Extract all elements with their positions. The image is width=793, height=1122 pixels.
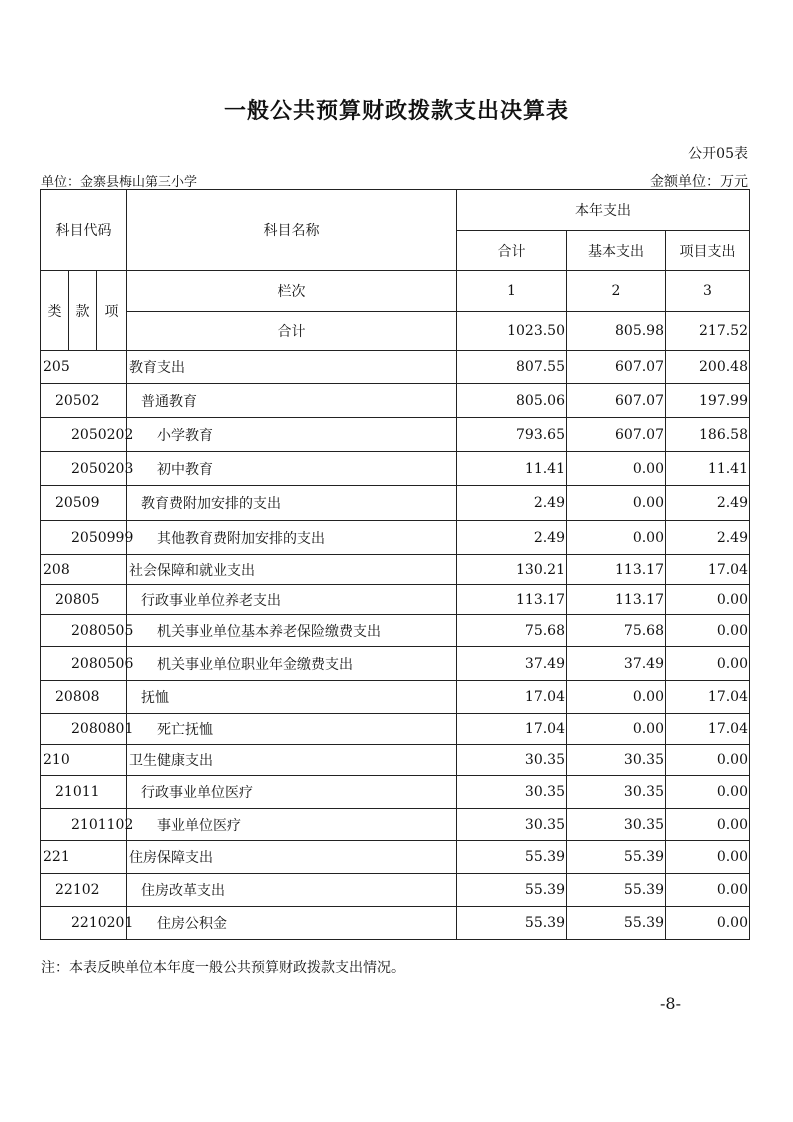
row-project: 0.00 [666, 745, 750, 776]
table-row [41, 809, 750, 841]
row-code: 20808 [41, 681, 127, 714]
row-basic: 30.35 [567, 745, 666, 776]
table-row [41, 555, 750, 585]
row-code: 21011 [41, 776, 127, 809]
table-row [41, 714, 750, 745]
header-basic: 基本支出 [567, 231, 666, 271]
row-project: 0.00 [666, 647, 750, 681]
row-name: 初中教育 [127, 452, 457, 486]
header-code: 科目代码 [41, 190, 127, 271]
row-project: 0.00 [666, 874, 750, 907]
header-col1: 1 [457, 271, 567, 312]
row-code: 20805 [41, 585, 127, 615]
row-project: 2.49 [666, 521, 750, 555]
table-note: 注：本表反映单位本年度一般公共预算财政拨款支出情况。 [41, 960, 405, 976]
row-project: 186.58 [666, 418, 750, 452]
row-basic: 55.39 [567, 841, 666, 874]
row-basic: 55.39 [567, 907, 666, 940]
row-basic: 30.35 [567, 776, 666, 809]
row-code: 2210201 [41, 907, 127, 940]
row-total: 11.41 [457, 452, 567, 486]
row-total: 55.39 [457, 841, 567, 874]
header-lanci: 栏次 [127, 271, 457, 312]
row-name: 行政事业单位养老支出 [127, 585, 457, 615]
row-name: 机关事业单位基本养老保险缴费支出 [127, 615, 457, 647]
row-code: 20509 [41, 486, 127, 521]
row-name: 行政事业单位医疗 [127, 776, 457, 809]
sum-basic: 805.98 [567, 312, 666, 351]
header-lei: 类 [41, 271, 69, 351]
row-basic: 0.00 [567, 681, 666, 714]
row-total: 75.68 [457, 615, 567, 647]
row-project: 0.00 [666, 585, 750, 615]
row-basic: 607.07 [567, 384, 666, 418]
row-project: 0.00 [666, 809, 750, 841]
row-name: 教育支出 [127, 351, 457, 384]
form-number: 公开05表 [688, 146, 748, 162]
row-project: 0.00 [666, 615, 750, 647]
header-kuan: 款 [69, 271, 97, 351]
sum-project: 217.52 [666, 312, 750, 351]
page-number: -8- [660, 994, 681, 1013]
row-total: 113.17 [457, 585, 567, 615]
table-row [41, 521, 750, 555]
row-basic: 75.68 [567, 615, 666, 647]
row-basic: 37.49 [567, 647, 666, 681]
row-total: 2.49 [457, 521, 567, 555]
row-total: 55.39 [457, 907, 567, 940]
row-basic: 55.39 [567, 874, 666, 907]
row-basic: 113.17 [567, 555, 666, 585]
table-row [41, 841, 750, 874]
row-code: 205 [41, 351, 127, 384]
row-project: 200.48 [666, 351, 750, 384]
table-row [41, 647, 750, 681]
row-project: 11.41 [666, 452, 750, 486]
header-col2: 2 [567, 271, 666, 312]
row-code: 2050203 [41, 452, 127, 486]
row-code: 208 [41, 555, 127, 585]
row-code: 22102 [41, 874, 127, 907]
table-row [41, 585, 750, 615]
row-total: 37.49 [457, 647, 567, 681]
table-row [41, 874, 750, 907]
row-name: 其他教育费附加安排的支出 [127, 521, 457, 555]
row-code: 2101102 [41, 809, 127, 841]
row-basic: 607.07 [567, 418, 666, 452]
table-row [41, 745, 750, 776]
row-project: 197.99 [666, 384, 750, 418]
row-project: 2.49 [666, 486, 750, 521]
table-row [41, 452, 750, 486]
row-name: 事业单位医疗 [127, 809, 457, 841]
expenditure-table [40, 189, 750, 940]
row-total: 30.35 [457, 809, 567, 841]
row-code: 2050999 [41, 521, 127, 555]
row-name: 教育费附加安排的支出 [127, 486, 457, 521]
header-col3: 3 [666, 271, 750, 312]
row-basic: 113.17 [567, 585, 666, 615]
table-row [41, 776, 750, 809]
money-unit: 金额单位：万元 [650, 174, 748, 190]
row-basic: 0.00 [567, 452, 666, 486]
table-row [41, 681, 750, 714]
header-total: 合计 [457, 231, 567, 271]
row-code: 20502 [41, 384, 127, 418]
table-row [41, 418, 750, 452]
row-name: 卫生健康支出 [127, 745, 457, 776]
row-name: 死亡抚恤 [127, 714, 457, 745]
row-project: 0.00 [666, 776, 750, 809]
sum-label: 合计 [127, 312, 457, 351]
row-name: 住房保障支出 [127, 841, 457, 874]
row-total: 793.65 [457, 418, 567, 452]
row-code: 2080801 [41, 714, 127, 745]
row-code: 2080506 [41, 647, 127, 681]
row-total: 17.04 [457, 681, 567, 714]
header-current-year: 本年支出 [457, 190, 750, 231]
row-total: 30.35 [457, 745, 567, 776]
row-code: 221 [41, 841, 127, 874]
row-total: 2.49 [457, 486, 567, 521]
row-code: 2050202 [41, 418, 127, 452]
row-total: 807.55 [457, 351, 567, 384]
row-name: 小学教育 [127, 418, 457, 452]
row-code: 2080505 [41, 615, 127, 647]
row-total: 55.39 [457, 874, 567, 907]
row-name: 住房改革支出 [127, 874, 457, 907]
row-project: 17.04 [666, 555, 750, 585]
header-project: 项目支出 [666, 231, 750, 271]
table-row [41, 384, 750, 418]
row-code: 210 [41, 745, 127, 776]
row-name: 抚恤 [127, 681, 457, 714]
header-name: 科目名称 [127, 190, 457, 271]
row-project: 17.04 [666, 714, 750, 745]
row-name: 普通教育 [127, 384, 457, 418]
header-xiang: 项 [97, 271, 127, 351]
page-title: 一般公共预算财政拨款支出决算表 [223, 98, 569, 124]
row-name: 社会保障和就业支出 [127, 555, 457, 585]
row-basic: 0.00 [567, 486, 666, 521]
table-row [41, 907, 750, 940]
row-total: 805.06 [457, 384, 567, 418]
row-total: 30.35 [457, 776, 567, 809]
row-total: 130.21 [457, 555, 567, 585]
table-row [41, 351, 750, 384]
row-name: 住房公积金 [127, 907, 457, 940]
row-name: 机关事业单位职业年金缴费支出 [127, 647, 457, 681]
table-row [41, 615, 750, 647]
row-basic: 0.00 [567, 714, 666, 745]
row-project: 0.00 [666, 907, 750, 940]
row-project: 0.00 [666, 841, 750, 874]
sum-total: 1023.50 [457, 312, 567, 351]
reporting-unit: 单位：金寨县梅山第三小学 [41, 175, 198, 190]
row-project: 17.04 [666, 681, 750, 714]
table-row [41, 486, 750, 521]
row-total: 17.04 [457, 714, 567, 745]
row-basic: 607.07 [567, 351, 666, 384]
row-basic: 0.00 [567, 521, 666, 555]
row-basic: 30.35 [567, 809, 666, 841]
